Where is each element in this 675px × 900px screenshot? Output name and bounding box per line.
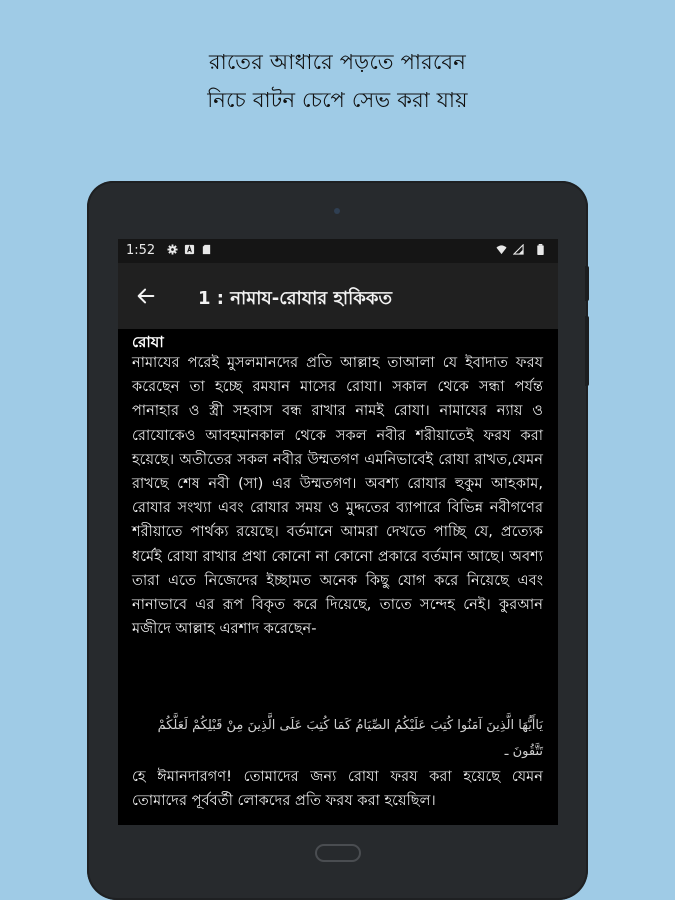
power-button [585,266,589,301]
signal-icon [513,244,524,255]
tablet-frame [87,181,588,900]
promo-line-1: রাতের আধারে পড়তে পারবেন [209,50,466,74]
wifi-icon [496,244,507,255]
paragraph-2: হে ঈমানদারগণ! তোমাদের জন্য রোযা ফরয করা হয়েছে যেমন তোমাদের পূর্ববর্তী লোকদের প্রতি ফরয করা হয়েছিল। [132,768,543,810]
status-time: 1:52 [126,243,156,258]
battery-icon [535,244,546,255]
front-camera [334,208,340,214]
a-icon [184,244,195,255]
home-button[interactable] [315,844,361,862]
arrow-back-icon[interactable] [135,285,157,307]
section-heading: রোযা [132,333,164,351]
article-content[interactable] [118,329,558,825]
page-title: 1 : নামায-রোযার হাকিকত [198,288,392,309]
volume-button [585,316,589,386]
status-bar [118,239,558,263]
sd-card-icon [201,244,212,255]
app-bar [118,263,558,329]
promo-line-2: নিচে বাটন চেপে সেভ করা যায় [207,88,468,112]
gear-icon [167,244,178,255]
arabic-verse: يَاأَيُّهَا الَّذِينَ آمَنُوا كُتِبَ عَلَيْكُمُ الصِّيَامُ كَمَا كُتِبَ عَلَى الَّذِينَ مِنْ قَبْلِكُمْ لَعَلَّكُمْ تَتَّقُونَ ـ [157,718,543,759]
paragraph-1: নামাযের পরেই মুসলমানদের প্রতি আল্লাহ তাআলা যে ইবাদাত ফরয করেছেন তা হচ্ছে রমযান মাসের রোযা। সকাল থেকে সন্ধা পর্যন্ত পানাহার ও স্ত্রী সহবাস বন্ধ রাখার নামই রোযা। নামাযের ন্যায় ও রোযোকেও আবহমানকাল থেকে সকল নবীর শরীয়াতেই ফরয করা হয়েছে। অতীতের সকল নবীর উম্মতগণ এমনিভাবেই রোযা রাখত,যেমন রাখছে শেষ নবী (সা) এর উম্মতগণ। অবশ্য রোযার হুকুম আহকাম, রোযার সংখ্যা এবং রোযার সময় ও মুদ্দতের ব্যাপারে বিভিন্ন নবীগণের শরীয়াতে পার্থক্য রয়েছে। বর্তমানে আমরা দেখতে পাচ্ছি যে, প্রত্যেক ধর্মেই রোযা রাখার প্রথা কোনো না কোনো প্রকারে বর্তমান আছে। অবশ্য তারা এতে নিজেদের ইচ্ছামত অনেক কিছু যোগ করে নিয়েছে এবং নানাভাবে এর রূপ বিকৃত করে দিয়েছে, তাতে সন্দেহ নেই। কুরআন মজীদে আল্লাহ এরশাদ করেছেন- [132,354,543,638]
tablet-screen [118,239,558,825]
